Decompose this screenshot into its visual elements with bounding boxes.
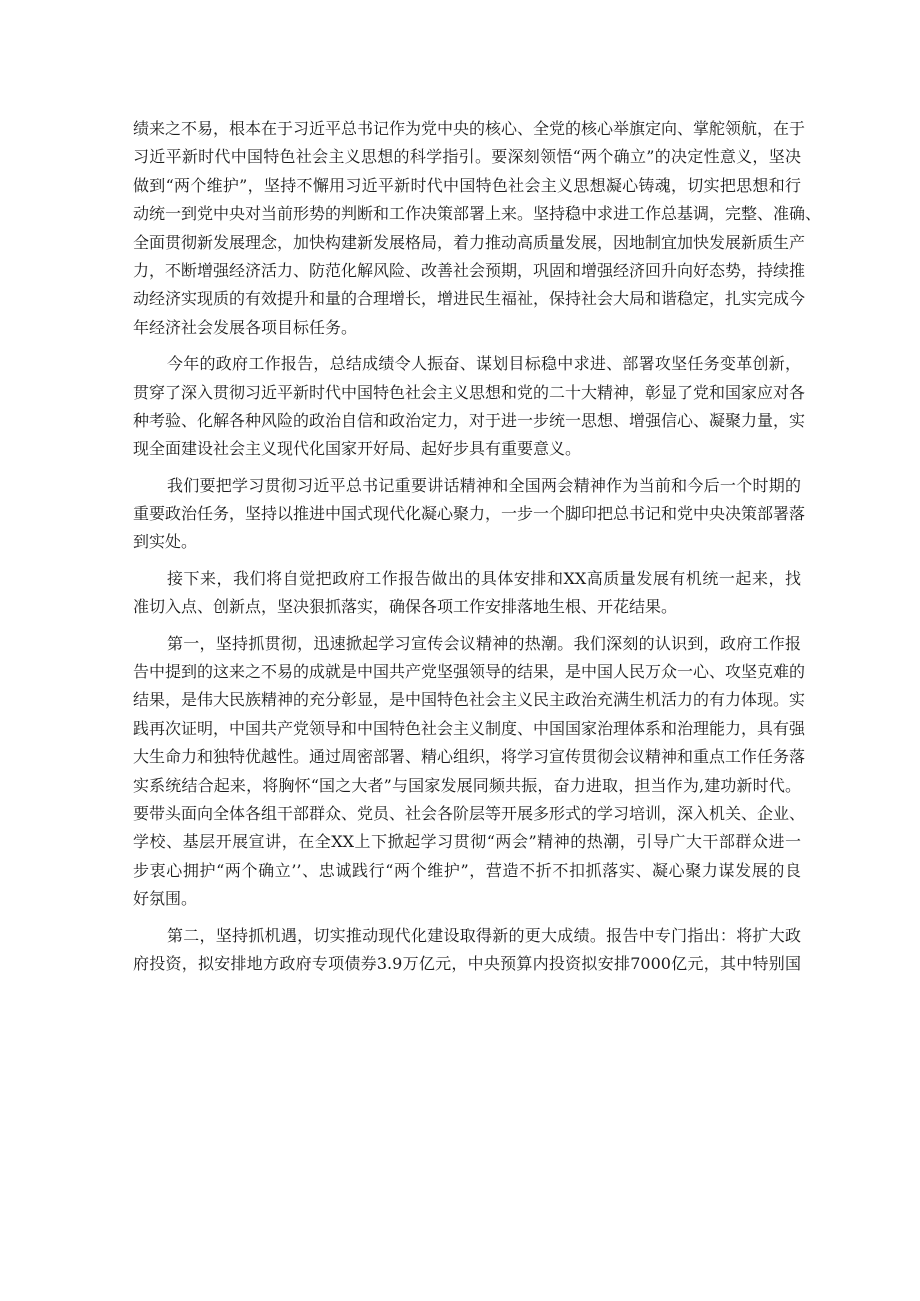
text-line: 好氛围。: [133, 889, 198, 909]
text-line: 第一，坚持抓贯彻，迅速掀起学习宣传会议精神的热潮。我们深刻的认识到，政府工作报: [167, 633, 801, 653]
text-line: 年经济社会发展各项目标任务。: [133, 317, 358, 337]
text-line: 今年的政府工作报告，总结成绩令人振奋、谋划目标稳中求进、部署攻坚任务变革创新，: [167, 354, 801, 374]
paragraph: [133, 115, 822, 342]
text-line: 第二，坚持抓机遇，切实推动现代化建设取得新的更大成绩。报告中专门指出：将扩大政: [167, 925, 801, 945]
paragraph: [133, 472, 806, 557]
text-line: 现全面建设社会主义现代化国家开好局、起好步具有重要意义。: [133, 439, 582, 459]
text-line: 到实处。: [133, 532, 198, 552]
text-line: 做到“两个维护”，坚持不懈用习近平新时代中国特色社会主义思想凝心铸魂，切实把思想和行: [133, 175, 801, 195]
text-line: 我们要把学习贯彻习近平总书记重要讲话精神和全国两会精神作为当前和今后一个时期的: [167, 475, 801, 495]
paragraph: [133, 630, 806, 914]
document-body: [133, 115, 822, 978]
text-line: 要带头面向全体各组干部群众、党员、社会各阶层等开展多形式的学习培训，深入机关、企业、: [133, 803, 806, 823]
text-line: 准切入点、创新点，坚决狠抓落实，确保各项工作安排落地生根、开花结果。: [133, 597, 678, 617]
text-line: 重要政治任务，坚持以推进中国式现代化凝心聚力，一步一个脚印把总书记和党中央决策部署落: [133, 504, 806, 524]
text-line: 种考验、化解各种风险的政治自信和政治定力，对于进一步统一思想、增强信心、凝聚力量，实: [133, 410, 806, 430]
text-line: 动经济实现质的有效提升和量的合理增长，增进民生福祉，保持社会大局和谐稳定，扎实完成今: [133, 289, 806, 309]
text-line: 全面贯彻新发展理念，加快构建新发展格局，着力推动高质量发展，因地制宜加快发展新质生产: [133, 232, 806, 252]
paragraph: [133, 922, 801, 979]
paragraph: [133, 565, 801, 622]
paragraph: [133, 350, 806, 464]
text-line: 步衷心拥护“两个确立’’、忠诚践行“两个维护”，营造不折不扣抓落实、凝心聚力谋发展的良: [133, 860, 801, 880]
text-line: 大生命力和独特优越性。通过周密部署、精心组织，将学习宣传贯彻会议精神和重点工作任务落: [133, 747, 806, 767]
text-line: 接下来，我们将自觉把政府工作报告做出的具体安排和XX高质量发展有机统一起来，找: [167, 568, 801, 588]
text-line: 实系统结合起来，将胸怀“国之大者”与国家发展同频共振，奋力进取，担当作为,建功新时代。: [133, 775, 801, 795]
text-line: 学校、基层开展宣讲，在全XX上下掀起学习贯彻“两会”精神的热潮，引导广大干部群众进一: [133, 832, 801, 852]
text-line: 府投资，拟安排地方政府专项债券3.9万亿元，中央预算内投资拟安排7000亿元，其中特别国: [133, 953, 801, 973]
text-line: 告中提到的这来之不易的成就是中国共产党坚强领导的结果，是中国人民万众一心、攻坚克难的: [133, 662, 806, 682]
text-line: 践再次证明，中国共产党领导和中国特色社会主义制度、中国国家治理体系和治理能力，具有强: [133, 718, 806, 738]
text-line: 习近平新时代中国特色社会主义思想的科学指引。要深刻领悟“两个确立”的决定性意义，坚决: [133, 147, 801, 167]
text-line: 结果，是伟大民族精神的充分彰显，是中国特色社会主义民主政治充满生机活力的有力体现。实: [133, 690, 806, 710]
text-line: 绩来之不易，根本在于习近平总书记作为党中央的核心、全党的核心举旗定向、掌舵领航，在于: [133, 119, 806, 138]
text-line: 动统一到党中央对当前形势的判断和工作决策部署上来。坚持稳中求进工作总基调，完整、准确、: [133, 204, 822, 224]
text-line: 贯穿了深入贯彻习近平新时代中国特色社会主义思想和党的二十大精神，彰显了党和国家应对各: [133, 382, 806, 402]
text-line: 力，不断增强经济活力、防范化解风险、改善社会预期，巩固和增强经济回升向好态势，持续推: [133, 260, 806, 280]
